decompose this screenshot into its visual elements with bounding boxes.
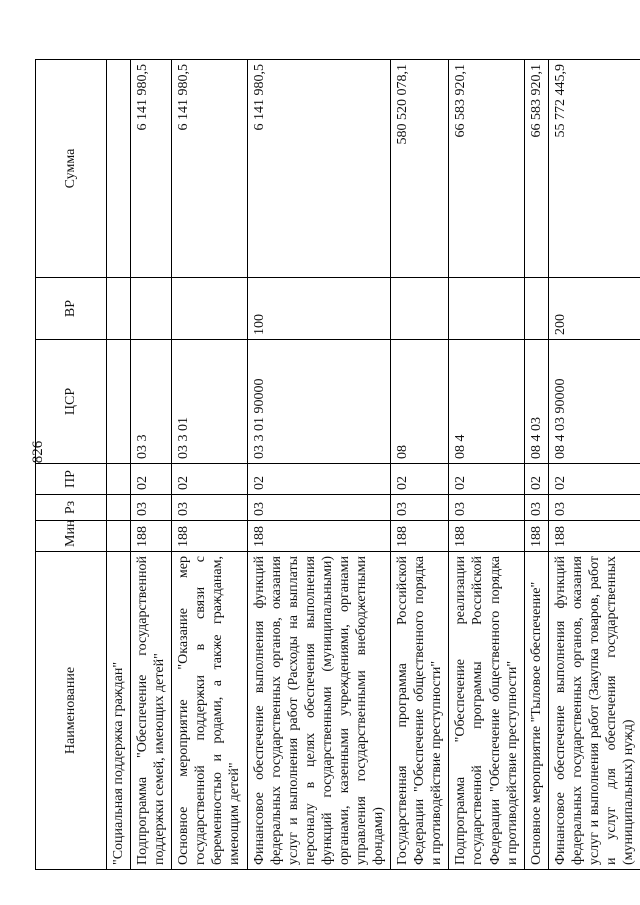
budget-table-container bbox=[35, 60, 637, 870]
cell-csr: 08 4 bbox=[449, 340, 524, 464]
cell-vr bbox=[172, 278, 247, 340]
cell-pr bbox=[107, 464, 131, 495]
cell-vr: 200 bbox=[548, 278, 640, 340]
cell-pr: 02 bbox=[172, 464, 247, 495]
cell-rz: 03 bbox=[391, 495, 449, 521]
table-row bbox=[449, 60, 524, 870]
cell-pr: 02 bbox=[247, 464, 391, 495]
cell-csr: 03 3 01 bbox=[172, 340, 247, 464]
cell-rz: 03 bbox=[131, 495, 172, 521]
budget-table bbox=[35, 59, 640, 870]
cell-vr bbox=[524, 278, 548, 340]
cell-name: Государственная программа Российской Федерации "Обеспечение общественного порядка и противодействие преступности" bbox=[391, 552, 449, 870]
cell-sum: 6 141 980,5 bbox=[247, 60, 391, 278]
table-row bbox=[548, 60, 640, 870]
cell-csr: 03 3 01 90000 bbox=[247, 340, 391, 464]
table-header-row bbox=[36, 60, 107, 870]
cell-min: 188 bbox=[172, 521, 247, 552]
cell-min: 188 bbox=[391, 521, 449, 552]
cell-name: Подпрограмма "Обеспечение реализации государственной программы Российской Федерации "Обеспечение общественного порядка и противодействие преступности" bbox=[449, 552, 524, 870]
cell-min: 188 bbox=[524, 521, 548, 552]
cell-sum: 580 520 078,1 bbox=[391, 60, 449, 278]
cell-name: "Социальная поддержка граждан" bbox=[107, 552, 131, 870]
cell-pr: 02 bbox=[524, 464, 548, 495]
header-name: Наименование bbox=[36, 552, 107, 870]
cell-rz: 03 bbox=[172, 495, 247, 521]
header-rz: Рз bbox=[36, 495, 107, 521]
page-number: 826 bbox=[30, 440, 46, 464]
cell-csr: 08 4 03 90000 bbox=[548, 340, 640, 464]
cell-min bbox=[107, 521, 131, 552]
cell-vr bbox=[107, 278, 131, 340]
table-body bbox=[107, 60, 640, 870]
header-min: Мин bbox=[36, 521, 107, 552]
cell-sum: 6 141 980,5 bbox=[131, 60, 172, 278]
cell-name: Финансовое обеспечение выполнения функций федеральных государственных органов, оказания услуг и выполнения работ (Закупка товаров, работ и услуг для обеспечения государственных (муниципальных) нужд) bbox=[548, 552, 640, 870]
cell-pr: 02 bbox=[548, 464, 640, 495]
cell-min: 188 bbox=[548, 521, 640, 552]
cell-csr: 08 4 03 bbox=[524, 340, 548, 464]
cell-vr bbox=[449, 278, 524, 340]
cell-rz bbox=[107, 495, 131, 521]
cell-min: 188 bbox=[247, 521, 391, 552]
table-row bbox=[391, 60, 449, 870]
cell-pr: 02 bbox=[391, 464, 449, 495]
cell-min: 188 bbox=[449, 521, 524, 552]
table-row bbox=[247, 60, 391, 870]
cell-name: Основное мероприятие "Оказание мер государственной поддержки в связи с беременностью и родами, а также гражданам, имеющим детей" bbox=[172, 552, 247, 870]
cell-min: 188 bbox=[131, 521, 172, 552]
cell-csr bbox=[107, 340, 131, 464]
cell-name: Подпрограмма "Обеспечение государственной поддержки семей, имеющих детей" bbox=[131, 552, 172, 870]
cell-vr: 100 bbox=[247, 278, 391, 340]
cell-vr bbox=[391, 278, 449, 340]
cell-csr: 03 3 bbox=[131, 340, 172, 464]
table-row bbox=[107, 60, 131, 870]
cell-sum: 66 583 920,1 bbox=[524, 60, 548, 278]
header-vr: ВР bbox=[36, 278, 107, 340]
cell-pr: 02 bbox=[449, 464, 524, 495]
cell-pr: 02 bbox=[131, 464, 172, 495]
cell-sum: 55 772 445,9 bbox=[548, 60, 640, 278]
cell-sum: 66 583 920,1 bbox=[449, 60, 524, 278]
cell-rz: 03 bbox=[247, 495, 391, 521]
header-sum: Сумма bbox=[36, 60, 107, 278]
table-row bbox=[172, 60, 247, 870]
cell-rz: 03 bbox=[524, 495, 548, 521]
header-pr: ПР bbox=[36, 464, 107, 495]
cell-sum bbox=[107, 60, 131, 278]
table-row bbox=[524, 60, 548, 870]
cell-csr: 08 bbox=[391, 340, 449, 464]
header-csr: ЦСР bbox=[36, 340, 107, 464]
cell-sum: 6 141 980,5 bbox=[172, 60, 247, 278]
table-row bbox=[131, 60, 172, 870]
cell-rz: 03 bbox=[449, 495, 524, 521]
cell-vr bbox=[131, 278, 172, 340]
cell-rz: 03 bbox=[548, 495, 640, 521]
cell-name: Финансовое обеспечение выполнения функций федеральных государственных органов, оказания услуг и выполнения работ (Расходы на выплаты персоналу в целях обеспечения выполнения функций государственными (муниципальными) органами, казенными учреждениями, органами управления государственными внебюджетными фондами) bbox=[247, 552, 391, 870]
cell-name: Основное мероприятие "Тыловое обеспечение" bbox=[524, 552, 548, 870]
